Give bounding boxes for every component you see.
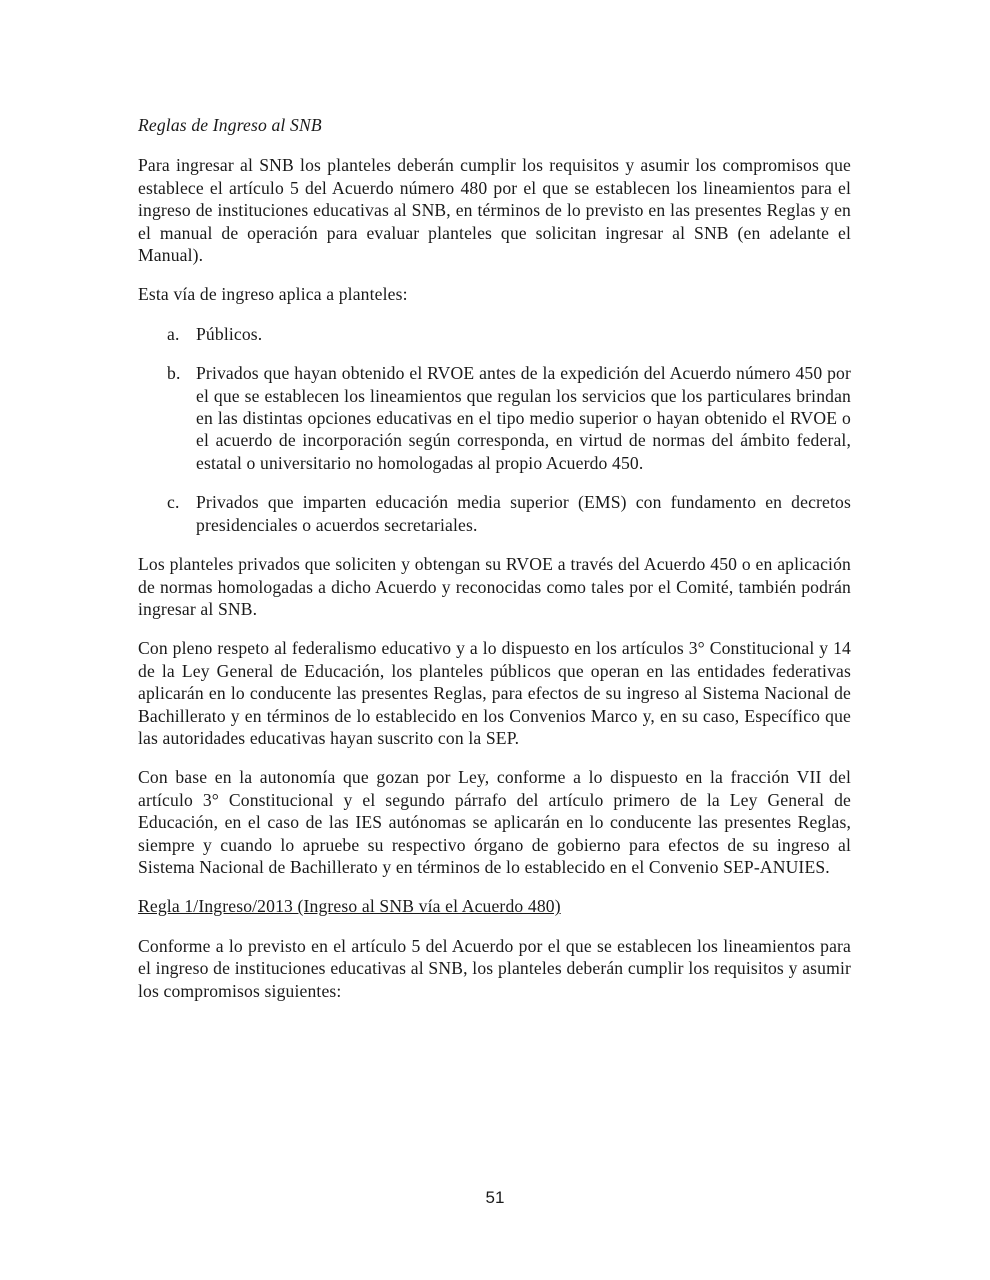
list-item-text: Públicos. xyxy=(196,323,263,344)
paragraph-autonomy: Con base en la autonomía que gozan por Ley, conforme a lo dispuesto en la fracción VII del artículo 3° Constitucional y el segundo párrafo del artículo primero de la Ley General de Educación, en el caso de las IES autónomas se aplicarán en lo conducente las presentes Reglas, siempre y cuando lo apruebe su respectivo órgano de gobierno para efectos de su ingreso al Sistema Nacional de Bachillerato y en términos de lo establecido en el Convenio SEP-ANUIES. xyxy=(138,767,851,877)
page-number: 51 xyxy=(485,1188,505,1207)
paragraph-rule-compliance: Conforme a lo previsto en el artículo 5 del Acuerdo por el que se establecen los lineamientos para el ingreso de instituciones educativas al SNB, los planteles deberán cumplir los requisitos y asumir los compromisos siguientes: xyxy=(138,935,851,1001)
list-marker: b. xyxy=(167,363,181,384)
list-item xyxy=(138,323,851,345)
paragraph-scope: Esta vía de ingreso aplica a planteles: xyxy=(138,284,408,305)
list-marker: a. xyxy=(167,323,180,344)
list-item xyxy=(138,362,851,474)
paragraph-private-planteles: Los planteles privados que soliciten y obtengan su RVOE a través del Acuerdo 450 o en aplicación de normas homologadas a dicho Acuerdo y reconocidas como tales por el Comité, también podrán ingresar al SNB. xyxy=(138,554,851,619)
list-item-text: Privados que hayan obtenido el RVOE antes de la expedición del Acuerdo número 450 por el que se establecen los lineamientos que regulan los servicios que los particulares brindan en las distintas opciones educativas en el tipo medio superior o hayan obtenido el RVOE o el acuerdo de incorporación según corresponda, en virtud de normas del ámbito federal, estatal o universitario no homologadas al propio Acuerdo 450. xyxy=(196,363,851,473)
planteles-list xyxy=(138,323,851,536)
list-item xyxy=(138,491,851,536)
rule-title: Regla 1/Ingreso/2013 (Ingreso al SNB vía el Acuerdo 480) xyxy=(138,896,561,917)
list-item-text: Privados que imparten educación media superior (EMS) con fundamento en decretos presidenciales o acuerdos secretariales. xyxy=(196,492,851,535)
paragraph-requirements: Para ingresar al SNB los planteles deberán cumplir los requisitos y asumir los compromisos que establece el artículo 5 del Acuerdo número 480 por el que se establecen los lineamientos para el ingreso de instituciones educativas al SNB, en términos de lo previsto en las presentes Reglas y en el manual de operación para evaluar planteles que solicitan ingresar al SNB (en adelante el Manual). xyxy=(138,155,851,266)
list-marker: c. xyxy=(167,492,180,513)
section-heading: Reglas de Ingreso al SNB xyxy=(138,115,322,135)
paragraph-federalism: Con pleno respeto al federalismo educativo y a lo dispuesto en los artículos 3° Constitucional y 14 de la Ley General de Educación, los planteles públicos que operan en las entidades federativas aplicarán en lo conducente las presentes Reglas, para efectos de su ingreso al Sistema Nacional de Bachillerato y en términos de lo establecido en los Convenios Marco y, en su caso, Específico que las autoridades educativas hayan suscrito con la SEP. xyxy=(138,638,851,748)
document-body xyxy=(138,114,851,1019)
